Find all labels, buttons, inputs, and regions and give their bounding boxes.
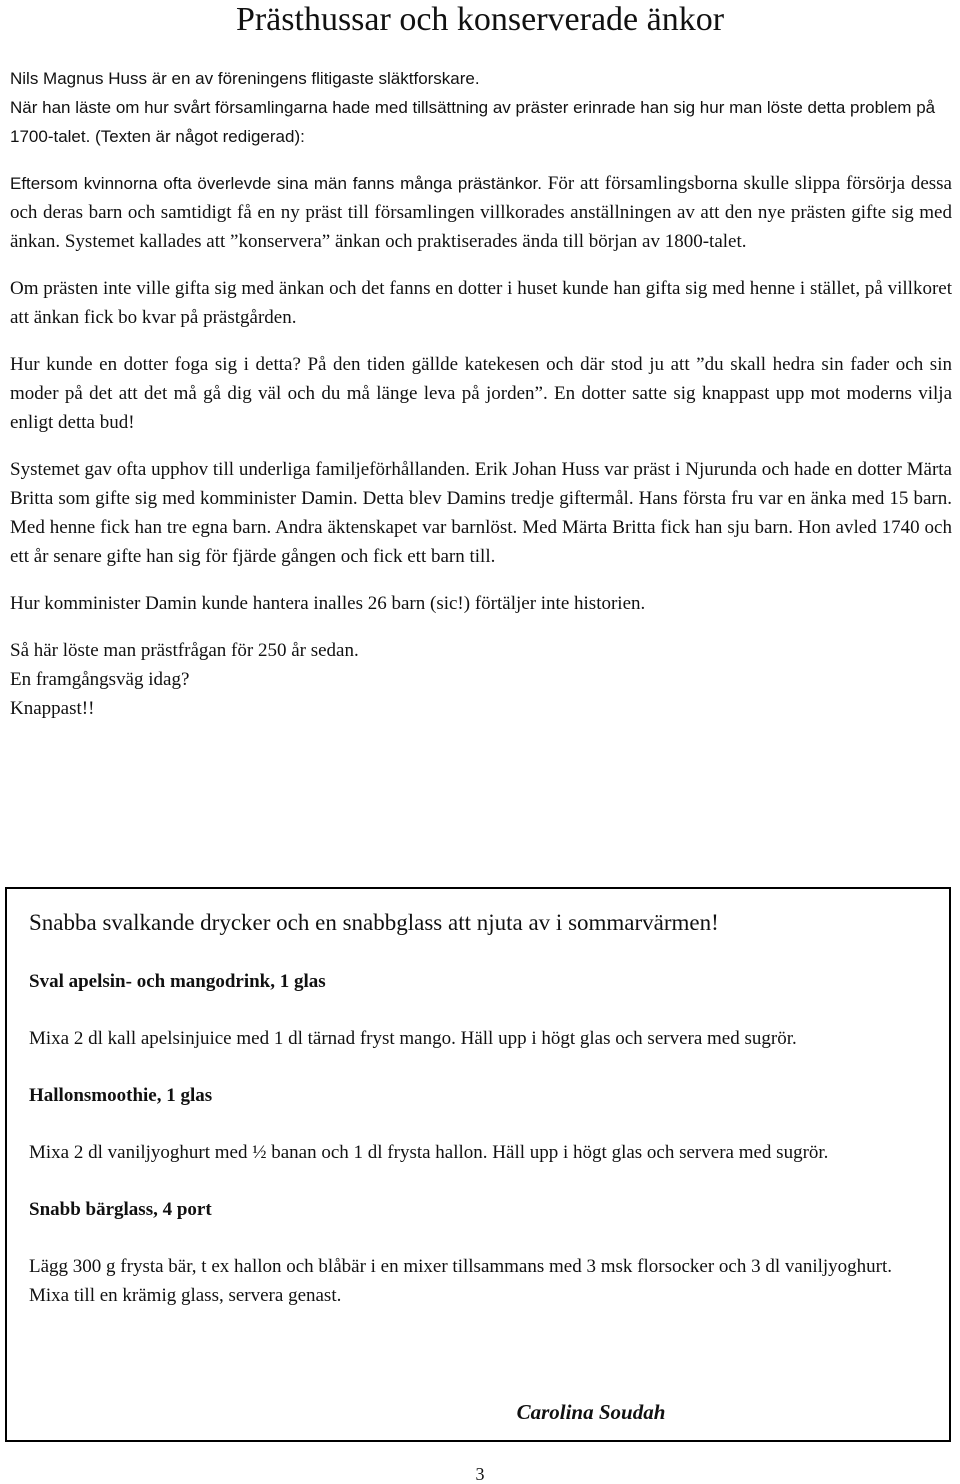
recipes-box-content: [29, 907, 931, 1338]
recipe-title: Sval apelsin- och mangodrink, 1 glas: [29, 971, 326, 992]
intro-line-1: Nils Magnus Huss är en av föreningens flitigaste släktforskare.: [10, 69, 480, 88]
paragraph-5: Hur komminister Damin kunde hantera inalles 26 barn (sic!) förtäljer inte historien.: [10, 593, 646, 614]
page-title: Prästhussar och konserverade änkor: [235, 1, 725, 38]
closing-line-3: Knappast!!: [10, 698, 95, 719]
author-signature: Carolina Soudah: [516, 1400, 666, 1424]
closing-line-1: Så här löste man prästfrågan för 250 år sedan.: [10, 640, 359, 661]
intro-paragraph: [10, 64, 952, 151]
article-body: [10, 64, 952, 741]
paragraph-2: Om prästen inte ville gifta sig med änkan och det fanns en dotter i huset kunde han gifta sig med henne i stället, på villkoret att änkan fick bo kvar på prästgården.: [10, 278, 952, 328]
recipe-text: Mixa 2 dl kall apelsinjuice med 1 dl tärnad fryst mango. Häll upp i högt glas och servera med sugrör.: [29, 1028, 797, 1049]
intro-line-2: När han läste om hur svårt församlingarna hade med tillsättning av präster erinrade han sig hur man löste detta problem på 1700-talet. (Texten är något redigerad):: [10, 98, 936, 146]
recipes-heading: Snabba svalkande drycker och en snabbglass att njuta av i sommarvärmen!: [29, 910, 719, 935]
recipe-title: Snabb bärglass, 4 port: [29, 1199, 212, 1220]
paragraph-1-rest: För att församlingsborna skulle slippa försörja dessa och deras barn och samtidigt få en ny präst till församlingen villkorades anställningen av att den nye prästen gifte sig med änkan. Systemet kallades att ”konservera” änkan och praktiserades ända till början av 1800-talet.: [10, 173, 952, 252]
recipe-text: Lägg 300 g frysta bär, t ex hallon och blåbär i en mixer tillsammans med 3 msk florsocker och 3 dl vaniljyoghurt. Mixa till en krämig glass, servera genast.: [29, 1256, 893, 1306]
closing-line-2: En framgångsväg idag?: [10, 669, 190, 690]
page-number: 3: [475, 1464, 485, 1484]
paragraph-1: [10, 169, 952, 256]
paragraph-3: Hur kunde en dotter foga sig i detta? På den tiden gällde katekesen och där stod ju att ”du skall hedra sin fader och sin moder på det att det må gå dig väl och du må länge leva på jorden”. En dotter satte sig knappast upp mot moderns vilja enligt detta bud!: [10, 354, 952, 433]
recipe-title: Hallonsmoothie, 1 glas: [29, 1085, 213, 1106]
closing-lines: [10, 636, 952, 723]
recipes-box: [5, 887, 951, 1442]
recipe-text: Mixa 2 dl vaniljyoghurt med ½ banan och 1 dl frysta hallon. Häll upp i högt glas och servera med sugrör.: [29, 1142, 829, 1163]
paragraph-1-sans-part: Eftersom kvinnorna ofta överlevde sina män fanns många prästänkor.: [10, 174, 542, 193]
paragraph-4: Systemet gav ofta upphov till underliga familjeförhållanden. Erik Johan Huss var präst i Njurunda och hade en dotter Märta Britta som gifte sig med komminister Damin. Detta blev Damins tredje giftermål. Hans första fru var en änka med 15 barn. Med henne fick han tre egna barn. Andra äktenskapet var barnlöst. Med Märta Britta fick han sju barn. Hon avled 1740 och ett år senare gifte han sig för fjärde gången och fick ett barn till.: [10, 459, 952, 567]
